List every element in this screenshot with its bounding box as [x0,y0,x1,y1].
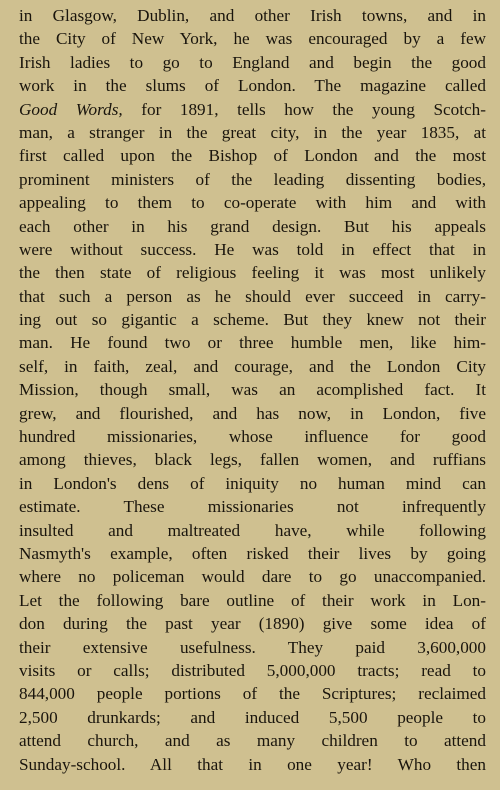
text-line: Irish ladies to go to England and begin the good [19,52,486,72]
text-line: prominent ministers of the leading dissenting bodies, [19,169,486,189]
text-line: among thieves, black legs, fallen women, and ruffians [19,450,486,470]
text-line: self, in faith, zeal, and courage, and the London City [19,356,486,376]
text-line: in London's dens of iniquity no human mind can [19,473,486,493]
text-line: were without success. He was told in effect that in [19,239,486,259]
text-line: their extensive usefulness. They paid 3,600,000 [19,637,486,657]
text-line: in Glasgow, Dublin, and other Irish towns, and in [19,6,486,25]
text-line: man. He found two or three humble men, like him- [19,333,486,353]
text-line: don during the past year (1890) give some idea of [19,614,486,634]
text-line: ing out so gigantic a scheme. But they knew not their [19,310,486,330]
text-line: that such a person as he should ever succeed in carry- [19,286,486,306]
text-line: Let the following bare outline of their work in Lon- [19,590,486,610]
text-line: first called upon the Bishop of London and the most [19,146,486,166]
text-line: 2,500 drunkards; and induced 5,500 people to [19,707,486,727]
text-line: Mission, though small, was an acomplished fact. It [19,380,486,400]
text-line: hundred missionaries, whose influence for good [19,427,486,447]
text-line: appealing to them to co-operate with him and with [19,193,486,213]
text-line: attend church, and as many children to attend [19,731,486,751]
text-line: Nasmyth's example, often risked their lives by going [19,543,486,563]
text-line: 844,000 people portions of the Scriptures; reclaimed [19,684,486,704]
text-line: man, a stranger in the great city, in the year 1835, at [19,122,486,142]
text-line: grew, and flourished, and has now, in London, five [19,403,486,423]
magazine-title: Good Words, [19,99,123,119]
text-line-post: for 1891, tells how the young Scotch- [122,99,486,119]
text-line: the City of New York, he was encouraged by a few [19,29,486,49]
text-line [19,98,486,121]
text-line: where no policeman would dare to go unaccompanied. [19,567,486,587]
text-line: Sunday-school. All that in one year! Who then [19,754,486,774]
text-line: insulted and maltreated have, while following [19,520,486,540]
text-line: each other in his grand design. But his appeals [19,216,486,236]
text-line: the then state of religious feeling it was most unlikely [19,263,486,283]
text-line: work in the slums of London. The magazine called [19,76,486,96]
text-line: visits or calls; distributed 5,000,000 tracts; read to [19,660,486,680]
text-line: estimate. These missionaries not infrequently [19,497,486,517]
